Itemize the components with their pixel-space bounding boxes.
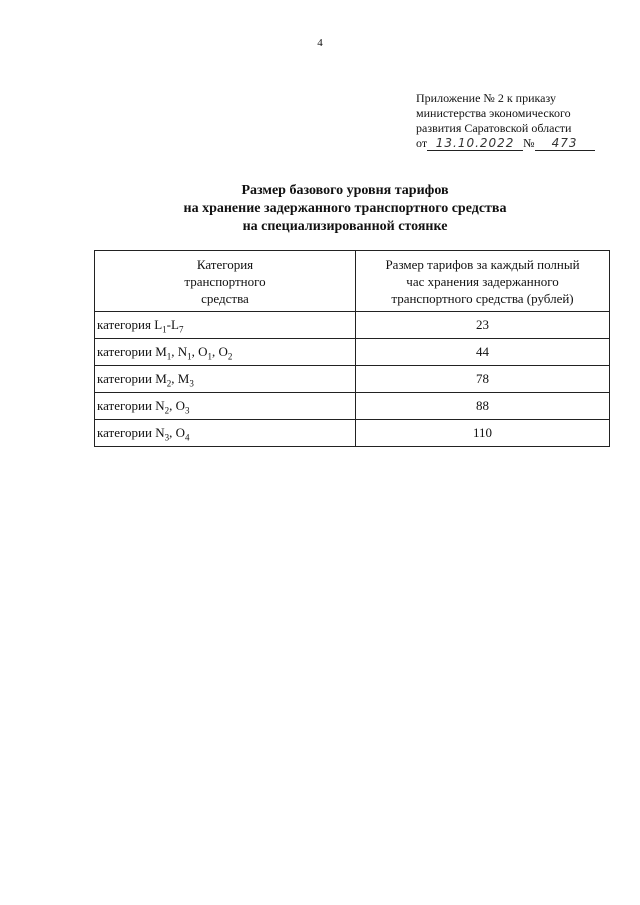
category-code: , O <box>169 398 185 413</box>
category-code: , M <box>171 371 190 386</box>
category-code: , O <box>212 344 228 359</box>
date-prefix: от <box>416 136 428 150</box>
table-row <box>95 339 610 366</box>
category-prefix: категории <box>97 425 156 440</box>
category-cell <box>95 420 356 447</box>
appendix-line-1: Приложение № 2 к приказу <box>416 91 556 105</box>
table-row <box>95 366 610 393</box>
tariff-table <box>94 250 610 447</box>
tariff-value-cell: 110 <box>356 420 610 447</box>
category-subscript: 3 <box>164 432 170 443</box>
category-cell <box>95 393 356 420</box>
category-prefix: категории <box>97 398 156 413</box>
tariff-value-cell: 78 <box>356 366 610 393</box>
table-row <box>95 393 610 420</box>
header-category-line: транспортного <box>184 273 266 289</box>
header-category <box>95 251 356 312</box>
tariff-table-body <box>95 312 610 447</box>
category-code: N <box>155 425 165 440</box>
category-cell <box>95 312 356 339</box>
category-subscript: 1 <box>187 351 192 362</box>
category-cell <box>95 366 356 393</box>
table-header-row <box>95 251 610 312</box>
category-code: , O <box>191 344 208 359</box>
category-prefix: категория <box>97 317 155 332</box>
header-rate-line: Размер тарифов за каждый полный <box>385 256 580 272</box>
appendix-block <box>416 91 616 151</box>
handwritten-date: 13.10.2022 <box>427 137 523 151</box>
category-subscript: 1 <box>207 351 213 362</box>
appendix-date-row <box>416 136 616 151</box>
category-code: L <box>154 317 163 332</box>
document-title <box>0 182 640 236</box>
category-prefix: категории <box>97 371 156 386</box>
title-line-1: Размер базового уровня тарифов <box>241 183 449 198</box>
category-subscript: 4 <box>184 432 190 443</box>
category-code: M <box>155 344 167 359</box>
number-prefix: № <box>523 136 535 150</box>
category-subscript: 2 <box>166 378 172 389</box>
tariff-value-cell: 23 <box>356 312 610 339</box>
category-subscript: 2 <box>227 351 233 362</box>
handwritten-number: 473 <box>535 137 595 151</box>
category-subscript: 3 <box>189 378 194 389</box>
appendix-line-2: министерства экономического <box>416 106 571 120</box>
table-row <box>95 420 610 447</box>
category-subscript: 1 <box>166 351 172 362</box>
category-cell <box>95 339 356 366</box>
category-subscript: 7 <box>178 324 184 335</box>
category-subscript: 3 <box>184 405 190 416</box>
table-row <box>95 312 610 339</box>
category-code: -L <box>166 317 179 332</box>
category-subscript: 2 <box>164 405 170 416</box>
appendix-line-3: развития Саратовской области <box>416 121 572 135</box>
header-category-line: средства <box>201 290 249 306</box>
header-rate-line: транспортного средства (рублей) <box>391 290 574 306</box>
category-code: M <box>155 371 167 386</box>
title-line-2: на хранение задержанного транспортного средства <box>183 201 507 216</box>
page-number: 4 <box>317 37 323 49</box>
header-rate <box>356 251 610 312</box>
category-subscript: 1 <box>162 324 167 335</box>
header-category-line: Категория <box>196 256 254 272</box>
category-code: , O <box>169 425 185 440</box>
category-code: N <box>155 398 165 413</box>
tariff-value-cell: 88 <box>356 393 610 420</box>
header-rate-line: час хранения задержанного <box>406 273 559 289</box>
tariff-value-cell: 44 <box>356 339 610 366</box>
category-prefix: категории <box>97 344 156 359</box>
title-line-3: на специализированной стоянке <box>242 219 448 234</box>
category-code: , N <box>171 344 188 359</box>
